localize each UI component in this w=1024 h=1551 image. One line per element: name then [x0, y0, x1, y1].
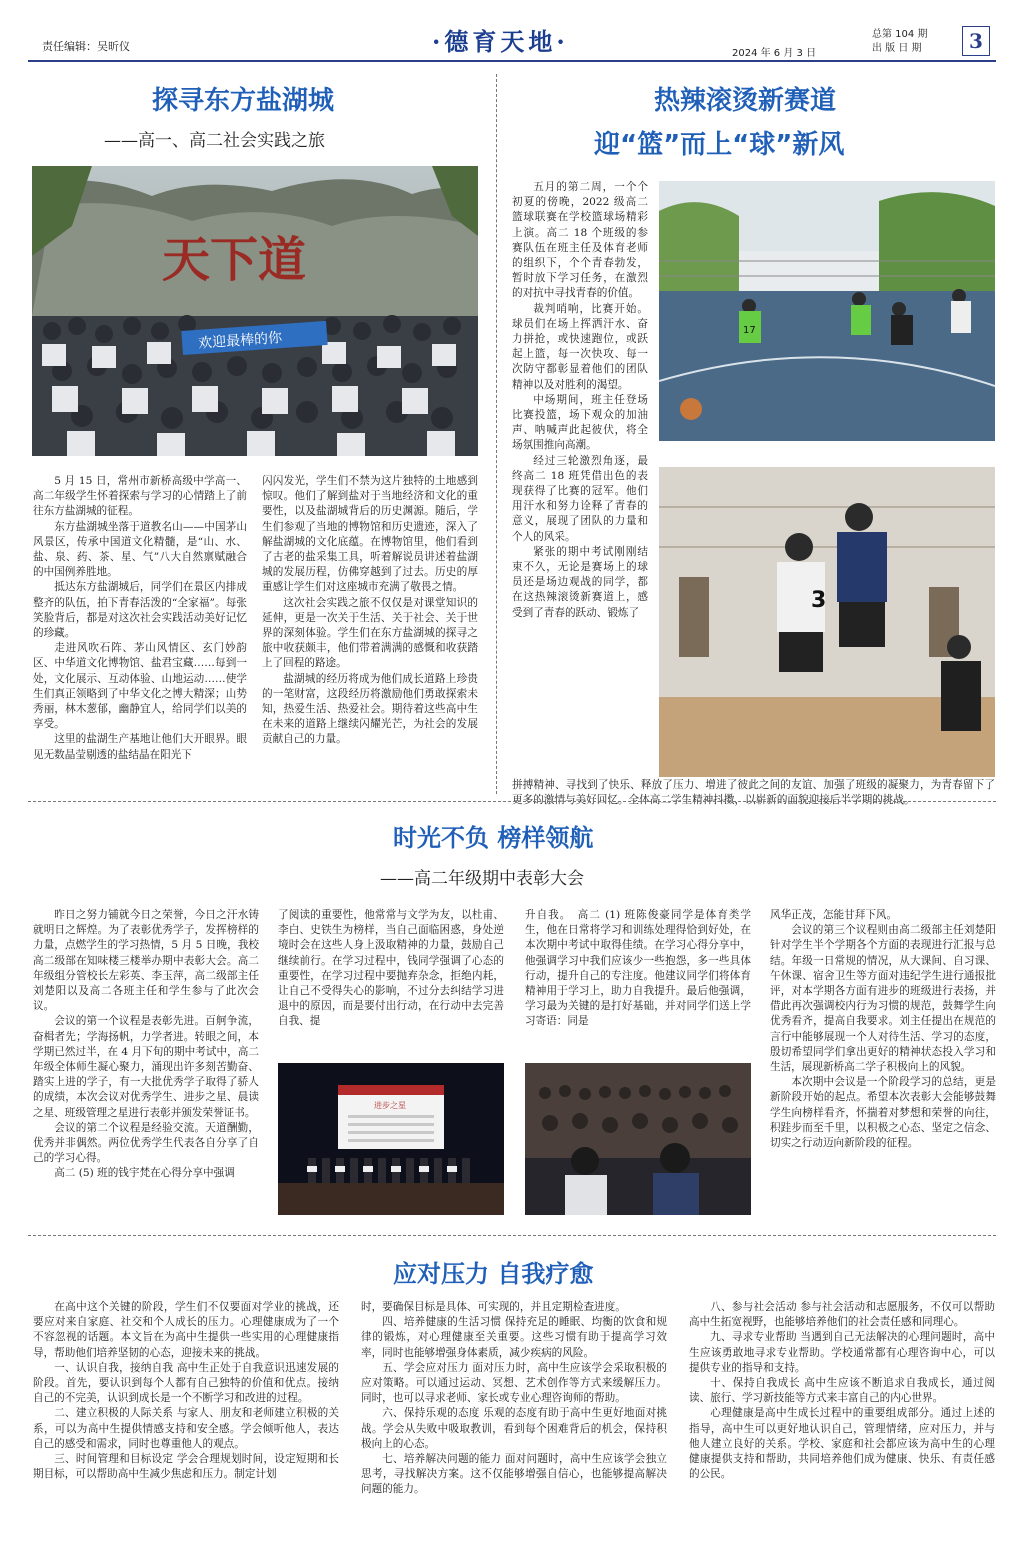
article2-column: [512, 180, 648, 778]
article1-column-1: [33, 474, 247, 778]
article1-paragraph: 东方盐湖城坐落于道教名山——中国茅山风景区，传承中国道文化精髓，是“山、水、盐、泉、药、茶、星、气”八大自然禀赋融合的中国例养胜地。: [33, 520, 247, 579]
article3-column-2: [278, 908, 504, 1048]
article4-paragraph: 在高中这个关键的阶段，学生们不仅要面对学业的挑战，还要应对来自家庭、社交和个人成长的压力。心理健康成为了一个不容忽视的话题。本文旨在为高中生提供一些实用的心理健康指导，帮助他们培养坚韧的心态，迎接未来的挑战。: [33, 1301, 339, 1359]
article1-paragraph: 闪闪发光，学生们不禁为这片独特的土地感到惊叹。他们了解到盐对于当地经济和文化的重要性，以及盐湖城背后的历史渊源。随后，学生们参观了当地的博物馆和历史遗迹，深入了解盐湖城的文化底蕴。在博物馆里，他们看到了古老的盐采集工具，听着解说员讲述着盐湖城的发展历程，仿佛穿越到了过去。历史的厚重感让学生们对这座城市充满了敬畏之情。: [262, 475, 478, 594]
article4-title: 应对压力 自我疗愈: [393, 1260, 594, 1288]
article4-paragraph: 九、寻求专业帮助 当遇到自己无法解决的心理问题时，高中生应该勇敢地寻求专业帮助。学校通常都有心理咨询中心，可以提供专业的指导和支持。: [689, 1331, 995, 1374]
rock-inscription: 天下道: [162, 232, 307, 288]
masthead: [28, 18, 996, 62]
article4-paragraph: 三、时间管理和目标设定 学会合理规划时间，设定短期和长期目标，可以帮助高中生减少焦虑和压力。制定计划: [33, 1453, 339, 1481]
welcome-banner-text: 欢迎最棒的你: [197, 330, 283, 352]
article4-paragraph: 时，要确保目标是具体、可实现的，并且定期检查进度。: [361, 1301, 626, 1313]
article3-subtitle: ——高二年级期中表彰大会: [380, 869, 584, 889]
article4-paragraph: 二、建立积极的人际关系 与家人、朋友和老师建立积极的关系，可以为高中生提供情感支持和安全感。学会倾听他人，表达自己的感受和需求，同时也尊重他人的观点。: [33, 1407, 339, 1450]
article1-paragraph: 盐湖城的经历将成为他们成长道路上珍贵的一笔财富，这段经历将激励他们勇敢探索未知，热爱生活、热爱社会。期待着这些高中生在未来的道路上继续闪耀光芒，为社会的发展贡献自己的力量。: [262, 672, 478, 746]
article1-paragraph: 这里的盐湖生产基地让他们大开眼界。眼见无数晶莹剔透的盐结晶在阳光下: [33, 733, 247, 761]
article3-title: 时光不负 榜样领航: [393, 824, 594, 852]
issue-info: [872, 28, 927, 56]
article3-column-4: [770, 908, 996, 1218]
jersey-number-17: 17: [743, 325, 756, 336]
article2-paragraph: 中场期间，班主任登场比赛投篮，场下观众的加油声、呐喊声此起彼伏，将全场氛围推向高潮。: [512, 393, 648, 452]
article2-paragraph: 五月的第二周，一个个初夏的傍晚，2022 级高二篮球联赛在学校篮球场精彩上演。高二 18 个班级的参赛队伍在班主任及体育老师的组织下，个个青春勃发，暂时放下学习任务，在激烈的对抗中寻找青春的价值。: [512, 181, 648, 300]
section-divider: [28, 1235, 996, 1236]
article3-paragraph: 会议的第一个议程是表彰先进。百舸争流，奋楫者先；学海扬帆，力学者进。转眼之间，本学期已然过半，在 4 月下旬的期中考试中，高二年级全体师生凝心聚力，涌现出许多刻苦勤奋、踏实上进的学子，有一大批优秀学子取得了骄人的成绩，本次会议对优秀学生、进步之星、晨读之星、班级管理之星进行表彰并颁发荣誉证书。: [33, 1015, 259, 1119]
article4-paragraph: 六、保持乐观的态度 乐观的态度有助于高中生更好地面对挑战。学会从失败中吸取教训，看到每个困难背后的机会，保持积极向上的心态。: [361, 1407, 667, 1450]
article3-column-1: [33, 908, 259, 1218]
article4-column-3: [689, 1300, 995, 1536]
article3-paragraph: 高二 (5) 班的钱宇梵在心得分享中强调: [54, 1167, 235, 1180]
award-ceremony-photo: [278, 1063, 504, 1215]
column-divider: [496, 74, 497, 794]
article1-paragraph: 抵达东方盐湖城后，同学们在景区内排成整齐的队伍，拍下青春活泼的“全家福”。每张笑脸背后，都是对这次社会实践活动美好记忆的珍藏。: [33, 581, 247, 640]
screen-caption: 进步之星: [374, 1101, 406, 1110]
article4-paragraph: 四、培养健康的生活习惯 保持充足的睡眠、均衡的饮食和规律的锻炼，对心理健康至关重要。这些习惯有助于提高学习效率，同时也能够增强身体素质，减少疾病的风险。: [361, 1316, 667, 1359]
editor-credit: 责任编辑：吴昕仪: [42, 40, 130, 53]
section-divider: [28, 801, 996, 802]
basketball-court-photo: [659, 181, 995, 441]
article4-paragraph: 八、参与社会活动 参与社会活动和志愿服务，不仅可以帮助高中生拓宽视野，也能够培养他们的社会责任感和同理心。: [689, 1301, 995, 1329]
article3-paragraph: 会议的第二个议程是经验交流。天道酬勤，优秀并非偶然。两位优秀学生代表各自分享了自己的学习心得。: [33, 1121, 259, 1165]
article2-paragraph: 拼搏精神、寻找到了快乐、释放了压力、增进了彼此之间的友谊、加强了班级的凝聚力，为青春留下了更多的激情与美好回忆。全体高二学生精神抖擞，以崭新的面貌迎接后半学期的挑战。: [512, 779, 995, 807]
issue-label: 出 版 日 期: [872, 43, 922, 54]
article1-group-photo: [32, 166, 478, 456]
article3-paragraph: 昨日之努力铺就今日之荣誉，今日之汗水铸就明日之辉煌。为了表彰优秀学子，发挥榜样的力量，点燃学生的学习热情，5 月 5 日晚，我校高二级部在知味楼三楼举办期中表彰大会。高二年级组分管校长左彩英、李玉萍，高二级部主任刘楚阳以及高二各班主任和学生参与了此次会议。: [33, 909, 259, 1013]
article3-paragraph: 会议的第三个议程则由高二级部主任刘楚阳针对学生半个学期各个方面的表现进行汇报与总结。年级一日常规的情况，从大课间、自习课、午休课、宿舍卫生等方面对违纪学生进行通报批评，对本学期各方面有进步的班级进行表扬，并借此再次强调校内行为习惯的规范，鼓舞学生向优秀看齐，提高自我要求。刘主任提出在规范的言行中能够展现一个人对待生活、学习的态度，殷切希望同学们拿出更好的精神状态投入学习和生活，展现新桥高二学子积极向上的风貌。: [770, 924, 996, 1074]
article4-paragraph: 七、培养解决问题的能力 面对问题时，高中生应该学会独立思考，寻找解决方案。这不仅能够增强自信心，也能够提高解决问题的能力。: [361, 1453, 667, 1496]
article1-paragraph: 这次社会实践之旅不仅仅是对课堂知识的延伸，更是一次关于生活、关于社会、关于世界的深刻体验。学生们在东方盐湖城的探寻之旅中收获颇丰，他们带着满满的感慨和收获踏上了回程的路途。: [262, 596, 478, 670]
publish-date: 2024 年 6 月 3 日: [732, 48, 817, 59]
article2-title-line2: 迎“篮”而上“球”新风: [594, 130, 845, 160]
section-banner: ·德育天地·: [432, 27, 569, 56]
article2-closing: [512, 778, 995, 810]
article4-paragraph: 心理健康是高中生成长过程中的重要组成部分。通过上述的指导，高中生可以更好地认识自己，管理情绪，应对压力，并与他人建立良好的关系。学校、家庭和社会都应该为高中生的心理健康提供支持和帮助，共同培养他们成为健康、快乐、有责任感的公民。: [689, 1407, 995, 1481]
article4-paragraph: 十、保持自我成长 高中生应该不断追求自我成长，通过阅读、旅行、学习新技能等方式来丰富自己的内心世界。: [689, 1377, 995, 1405]
article2-paragraph: 紧张的期中考试刚刚结束不久，无论是赛场上的球员还是场边观战的同学，都在这热辣滚烫新赛道上，感受到了青春的跃动、锻炼了: [512, 545, 648, 619]
article1-paragraph: 5 月 15 日，常州市新桥高级中学高一、高二年级学生怀着探索与学习的心情踏上了前往东方盐湖城的征程。: [33, 475, 247, 518]
article4-column-1: [33, 1300, 339, 1536]
article3-paragraph: 了阅读的重要性，他常常与文学为友，以杜甫、李白、史铁生为榜样，当自己面临困惑，身处逆境时会在这些人身上汲取精神的力量，鼓励自己继续前行。在学习过程中，钱同学强调了心态的重要性，在学习过程中要抛弃杂念，拒绝内耗，让自己不受得失心的影响，不过分去纠结学习进退中的原因，而是要付出行动，在行动中去完善自我、提: [278, 909, 504, 1028]
article2-title-line1: 热辣滚烫新赛道: [654, 86, 837, 116]
article3-paragraph: 升自我。 高二 (1) 班陈俊豪同学是体育类学生，他在日常将学习和训练处理得恰到好处，在本次期中考试中取得佳绩。在学习心得分享中，他强调学习中我们应该少一些抱怨，多一些具体行动，提升自己的专注度。他建议同学们将体育精神用于学习上，助力自我提升。最后他强调，学习最为关键的是打好基础，并对同学们送上学习寄语：同是: [525, 909, 751, 1028]
article4-column-2: [361, 1300, 667, 1536]
article1-paragraph: 走进风吹石阵、茅山风情区、玄门妙韵区、中华道文化博物馆、盐君宝藏……每到一处，文化展示、互动体验、山地运动……使学生们真正领略到了中华文化之博大精深；山势秀丽，林木葱郁，幽静宜人，给同学们以美的享受。: [33, 642, 247, 731]
jersey-number-3: 3: [811, 588, 827, 613]
audience-photo: [525, 1063, 751, 1215]
article4-paragraph: 一、认识自我，接纳自我 高中生正处于自我意识迅速发展的阶段。首先，要认识到每个人都有自己独特的价值和优点。接纳自己的不完美，认识到成长是一个不断学习和改进的过程。: [33, 1361, 339, 1405]
article1-subtitle: ——高一、高二社会实践之旅: [104, 131, 325, 151]
issue-number: 总第 104 期: [872, 29, 928, 40]
basketball-jump-photo: [659, 467, 995, 777]
article3-column-3: [525, 908, 751, 1048]
article3-paragraph: 风华正茂，怎能甘拜下风。: [770, 909, 898, 921]
article1-column-2: [262, 474, 478, 778]
article1-title: 探寻东方盐湖城: [152, 86, 335, 116]
article2-paragraph: 经过三轮激烈角逐，最终高二 18 班凭借出色的表现获得了比赛的冠军。他们用汗水和努力诠释了青春的意义，展现了团队的力量和个人的风采。: [512, 454, 648, 543]
page-number: 3: [962, 26, 990, 56]
article2-paragraph: 裁判哨响，比赛开始。球员们在场上挥洒汗水、奋力拼抢，或快速跑位，或跃起上篮，每一次快攻、每一次防守都彰显着他们的团队精神以及对胜利的渴望。: [512, 302, 648, 391]
article4-paragraph: 五、学会应对压力 面对压力时，高中生应该学会采取积极的应对策略。可以通过运动、冥想、艺术创作等方式来缓解压力。同时，也可以寻求老师、家长或专业心理咨询师的帮助。: [361, 1361, 667, 1405]
article3-paragraph: 本次期中会议是一个阶段学习的总结，更是新阶段开始的起点。希望本次表彰大会能够鼓舞学生向榜样看齐，怀揣着对梦想和荣誉的向往，积跬步而至千里，以积极之心态、坚定之信念、切实之行动迈向新阶段的征程。: [770, 1076, 996, 1150]
